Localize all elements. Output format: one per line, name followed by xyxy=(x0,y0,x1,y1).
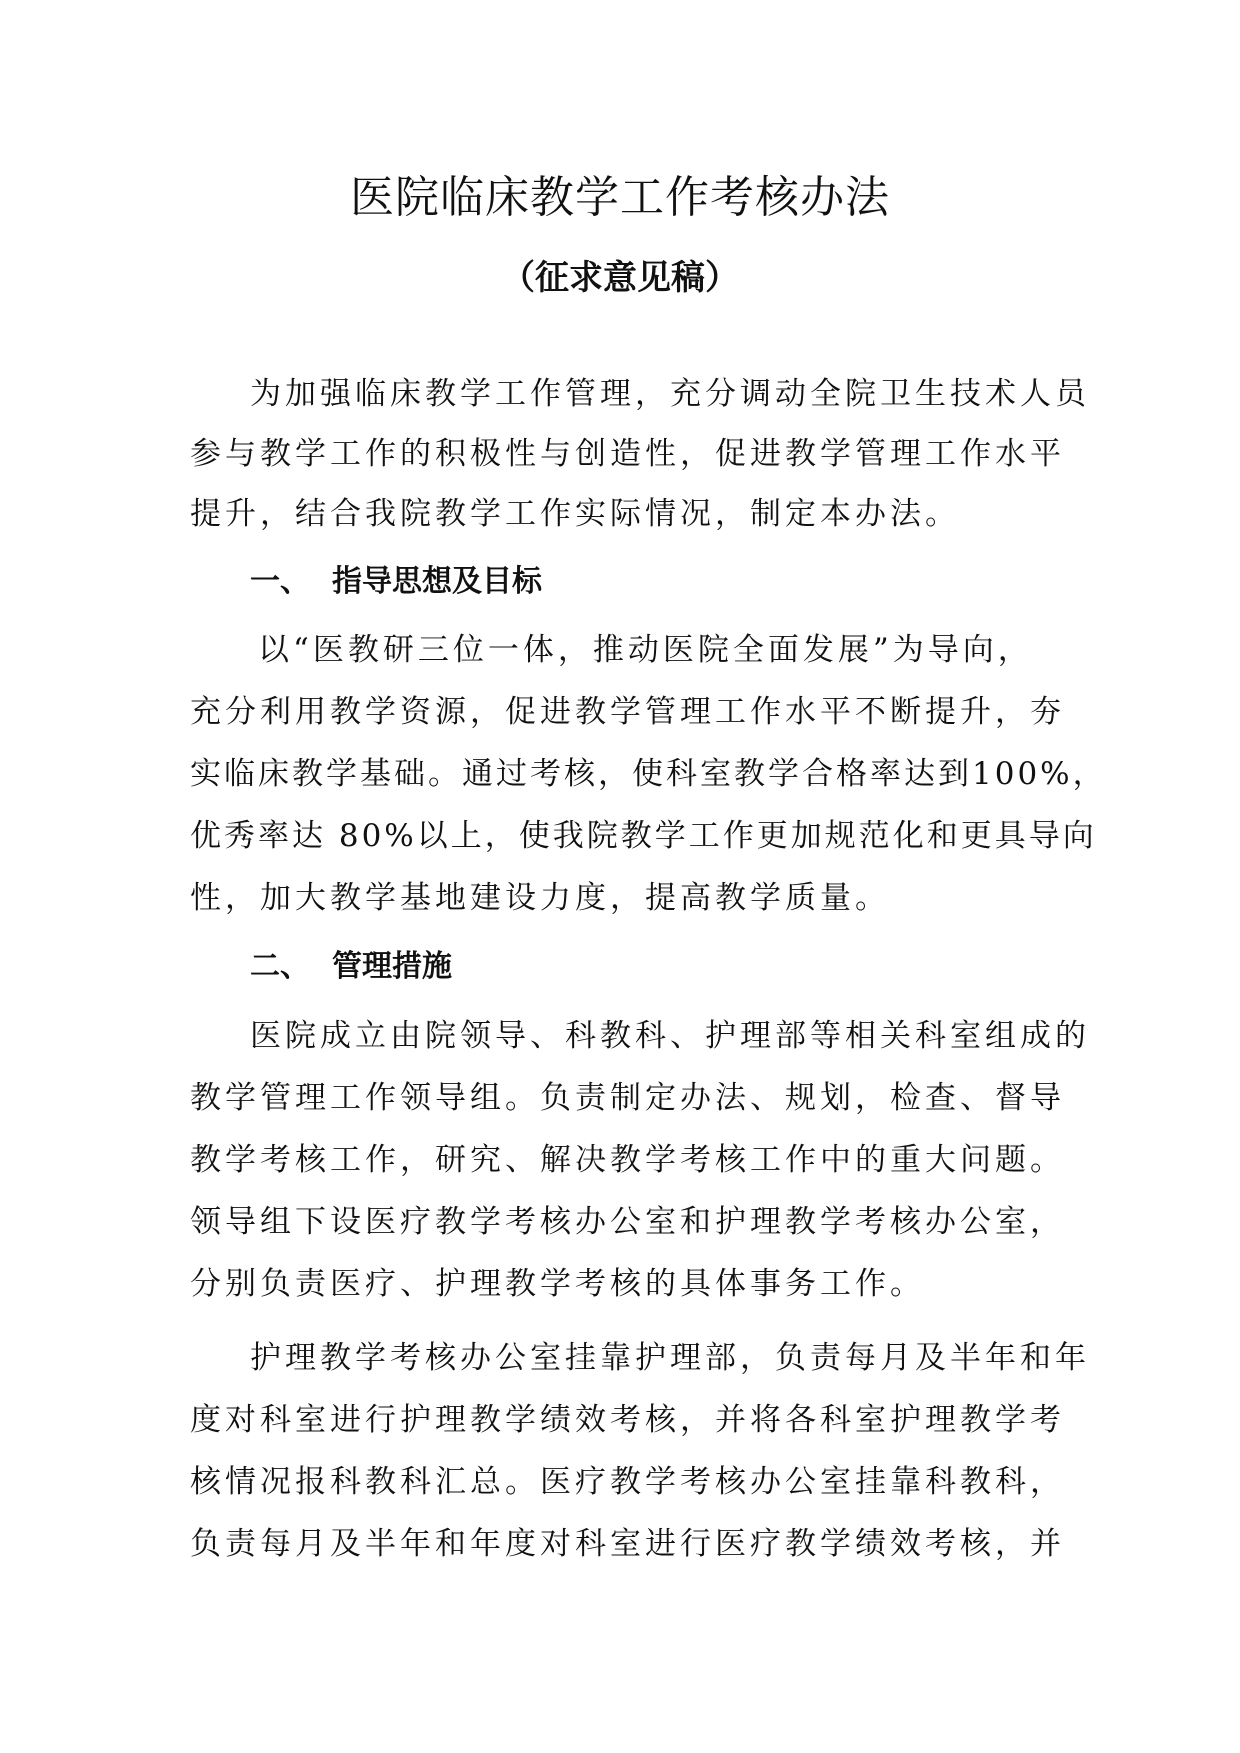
section2-line: 教学考核工作，研究、解决教学考核工作中的重大问题。 xyxy=(190,1142,1065,1178)
section-number: 一、 xyxy=(250,564,310,599)
section2-line: 医院成立由院领导、科教科、护理部等相关科室组成的 xyxy=(250,1018,1090,1054)
section2-line: 教学管理工作领导组。负责制定办法、规划，检查、督导 xyxy=(190,1080,1065,1116)
section2-line: 核情况报科教科汇总。医疗教学考核办公室挂靠科教科， xyxy=(190,1464,1065,1500)
section1-line: 以“医教研三位一体，推动医院全面发展”为导向， xyxy=(258,632,1033,668)
document-subtitle: （征求意见稿） xyxy=(501,258,739,298)
intro-line: 为加强临床教学工作管理，充分调动全院卫生技术人员 xyxy=(250,376,1090,412)
section-heading-2 xyxy=(250,947,452,987)
section1-line: 性，加大教学基地建设力度，提高教学质量。 xyxy=(190,880,890,916)
section2-line: 分别负责医疗、护理教学考核的具体事务工作。 xyxy=(190,1266,925,1302)
section2-line: 护理教学考核办公室挂靠护理部，负责每月及半年和年 xyxy=(250,1340,1090,1376)
section-title: 指导思想及目标 xyxy=(332,564,542,599)
section1-line: 实临床教学基础。通过考核，使科室教学合格率达到100%， xyxy=(190,756,1107,792)
intro-line: 提升，结合我院教学工作实际情况，制定本办法。 xyxy=(190,496,960,532)
section-number: 二、 xyxy=(250,949,310,984)
section2-line: 度对科室进行护理教学绩效考核，并将各科室护理教学考 xyxy=(190,1402,1065,1438)
document-title: 医院临床教学工作考核办法 xyxy=(350,172,890,223)
section1-line: 充分利用教学资源，促进教学管理工作水平不断提升，夯 xyxy=(190,694,1065,730)
section-heading-1 xyxy=(250,562,542,602)
intro-line: 参与教学工作的积极性与创造性，促进教学管理工作水平 xyxy=(190,436,1065,472)
section2-line: 负责每月及半年和年度对科室进行医疗教学绩效考核，并 xyxy=(190,1526,1065,1562)
section1-line: 优秀率达 80%以上，使我院教学工作更加规范化和更具导向 xyxy=(190,818,1097,854)
section2-line: 领导组下设医疗教学考核办公室和护理教学考核办公室， xyxy=(190,1204,1065,1240)
section-title: 管理措施 xyxy=(332,949,452,984)
